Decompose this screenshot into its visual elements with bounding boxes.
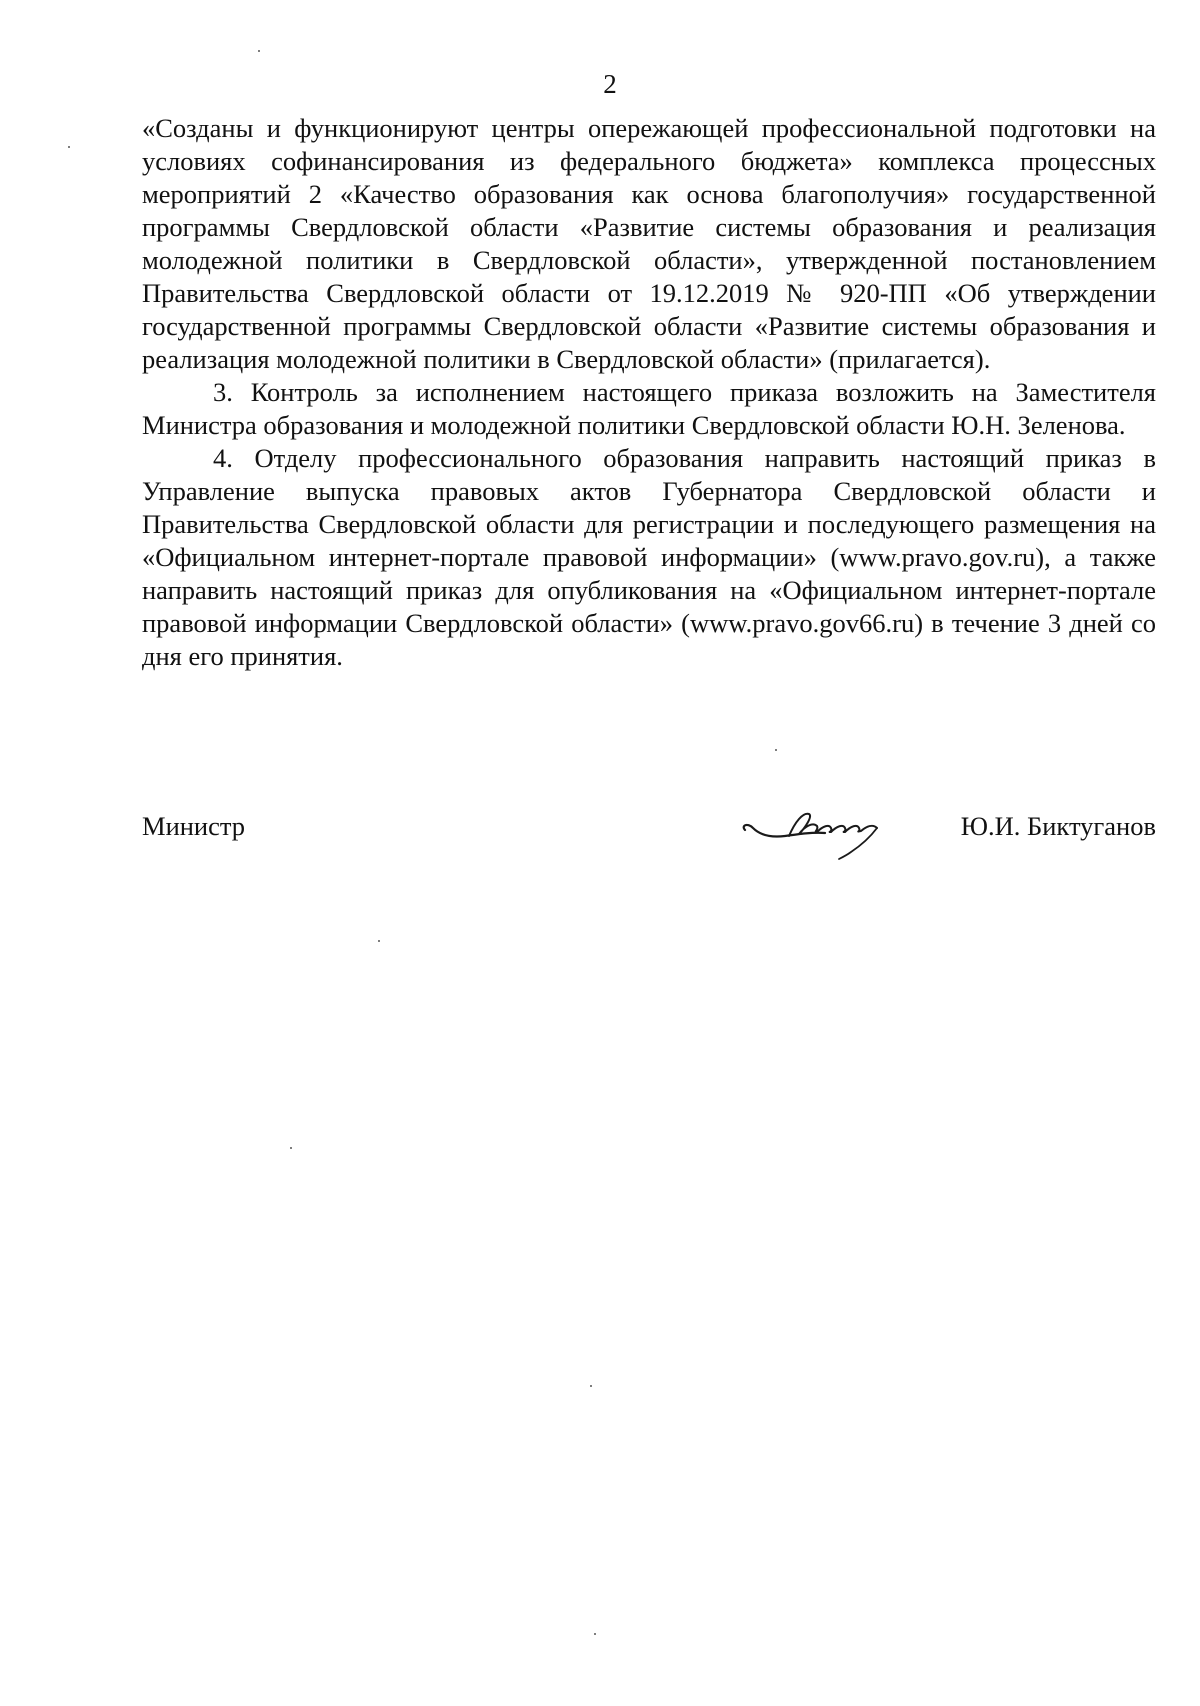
- signature-block: [142, 802, 1156, 862]
- scan-speck: [378, 940, 380, 942]
- paragraph-decree-continuation: «Созданы и функционируют центры опережающей профессиональной подготовки на условиях софинансирования из федерального бюджета» комплекса процессных мероприятий 2 «Качество образования как основа благополучия» государственной программы Свердловской области «Развитие системы образования и реализация молодежной политики в Свердловской области», утвержденной постановлением Правительства Свердловской области от 19.12.2019 № 920-ПП «Об утверждении государственной программы Свердловской области «Развитие системы образования и реализация молодежной политики в Свердловской области» (прилагается).: [142, 113, 1156, 374]
- handwritten-signature: [739, 802, 899, 862]
- paragraph-item-4: 4. Отделу профессионального образования направить настоящий приказ в Управление выпуска правовых актов Губернатора Свердловской области и Правительства Свердловской области для регистрации и последующего размещения на «Официальном интернет-портале правовой информации» (www.pravo.gov.ru), а также направить настоящий приказ для опубликования на «Официальном интернет-портале правовой информации Свердловской области» (www.pravo.gov66.ru) в течение 3 дней со дня его принятия.: [142, 443, 1156, 671]
- scan-speck: [68, 146, 70, 148]
- scan-speck: [590, 1385, 592, 1387]
- scan-speck: [594, 1633, 596, 1635]
- scan-speck: [290, 1147, 292, 1149]
- document-body: [142, 112, 1156, 673]
- page-number: 2: [603, 69, 617, 99]
- scan-speck: [775, 749, 777, 751]
- scan-speck: [258, 50, 260, 52]
- signer-name: Ю.И. Биктуганов: [960, 811, 1156, 841]
- signer-position: Министр: [142, 811, 246, 841]
- paragraph-item-3: 3. Контроль за исполнением настоящего приказа возложить на Заместителя Министра образования и молодежной политики Свердловской области Ю.Н. Зеленова.: [142, 377, 1156, 440]
